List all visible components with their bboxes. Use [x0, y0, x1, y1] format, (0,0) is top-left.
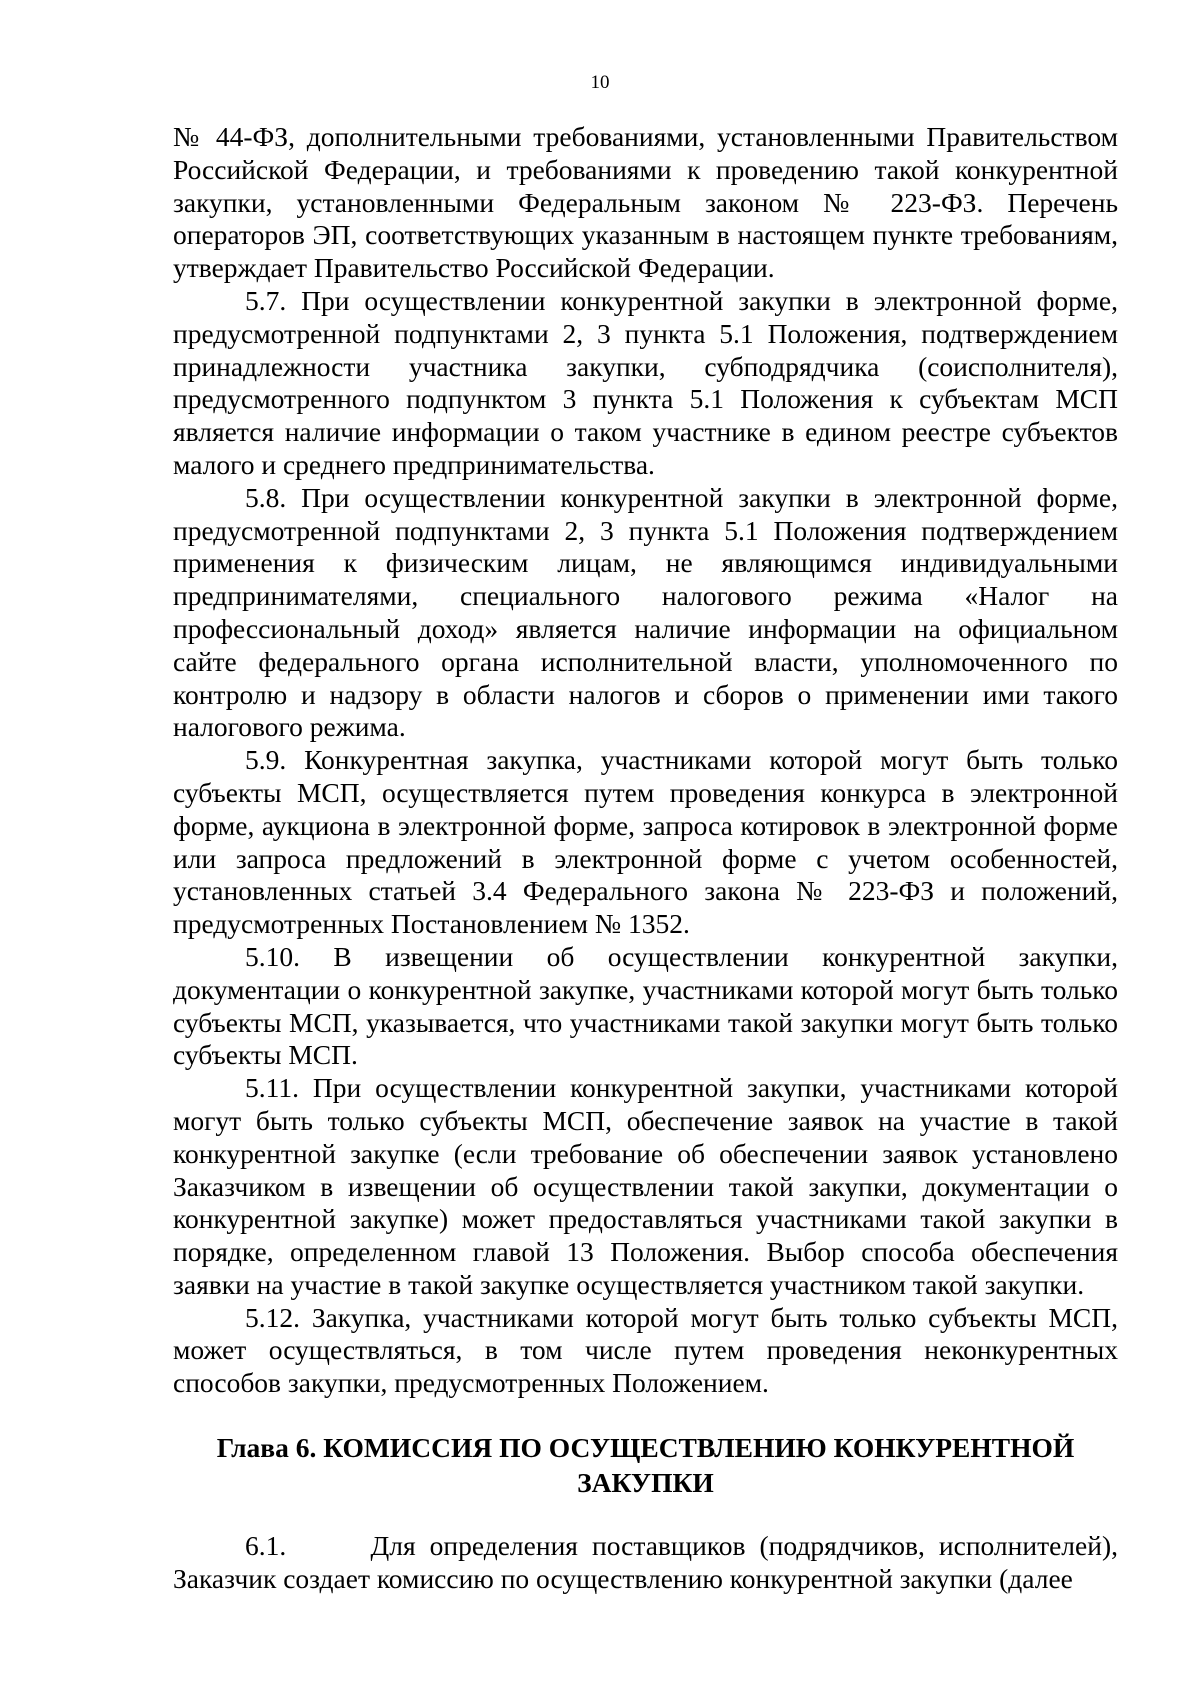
paragraph-5-8: 5.8. При осуществлении конкурентной закупки в электронной форме, предусмотренной подпунктами 2, 3 пункта 5.1 Положения подтверждением применения к физическим лицам, не являющимся индивидуальными предпринимателями, специального налогового режима «Налог на профессиональный доход» является наличие информации на официальном сайте федерального органа исполнительной власти, уполномоченного по контролю и надзору в области налогов и сборов о применении ими такого налогового режима.	[173, 481, 1118, 743]
chapter-6-heading	[173, 1430, 1118, 1500]
paragraph-5-12: 5.12. Закупка, участниками которой могут быть только субъекты МСП, может осуществляться, в том числе путем проведения неконкурентных способов закупки, предусмотренных Положением.	[173, 1301, 1118, 1399]
paragraph-5-10: 5.10. В извещении об осуществлении конкурентной закупки, документации о конкурентной закупке, участниками которой могут быть только субъекты МСП, указывается, что участниками такой закупки могут быть только субъекты МСП.	[173, 940, 1118, 1071]
paragraph-6-1: 6.1. Для определения поставщиков (подрядчиков, исполнителей), Заказчик создает комиссию по осуществлению конкурентной закупки (далее	[173, 1530, 1125, 1594]
paragraph-continuation: № 44-ФЗ, дополнительными требованиями, установленными Правительством Российской Федерации, и требованиями к проведению такой конкурентной закупки, установленными Федеральным законом № 223-ФЗ. Перечень операторов ЭП, соответствующих указанным в настоящем пункте требованиям, утверждает Правительство Российской Федерации.	[173, 121, 1118, 284]
page-number: 10	[590, 72, 610, 93]
chapter-title-line-1: Глава 6. КОМИССИЯ ПО ОСУЩЕСТВЛЕНИЮ КОНКУРЕНТНОЙ	[216, 1432, 1075, 1464]
paragraph-5-7: 5.7. При осуществлении конкурентной закупки в электронной форме, предусмотренной подпунктами 2, 3 пункта 5.1 Положения, подтверждением принадлежности участника закупки, субподрядчика (соисполнителя), предусмотренного подпунктом 3 пункта 5.1 Положения к субъектам МСП является наличие информации о таком участнике в едином реестре субъектов малого и среднего предпринимательства.	[173, 284, 1118, 480]
chapter-title-line-2: ЗАКУПКИ	[577, 1467, 714, 1499]
paragraph-5-9: 5.9. Конкурентная закупка, участниками которой могут быть только субъекты МСП, осуществляется путем проведения конкурса в электронной форме, аукциона в электронной форме, запроса котировок в электронной форме или запроса предложений в электронной форме с учетом особенностей, установленных статьей 3.4 Федерального закона № 223-ФЗ и положений, предусмотренных Постановлением № 1352.	[173, 744, 1118, 940]
document-body	[173, 121, 1125, 1596]
paragraph-5-11: 5.11. При осуществлении конкурентной закупки, участниками которой могут быть только субъекты МСП, обеспечение заявок на участие в такой конкурентной закупке (если требование об обеспечении заявок установлено Заказчиком в извещении об осуществлении такой закупки, документации о конкурентной закупке) может предоставляться участниками такой закупки в порядке, определенном главой 13 Положения. Выбор способа обеспечения заявки на участие в такой закупке осуществляется участником такой закупки.	[173, 1072, 1118, 1300]
